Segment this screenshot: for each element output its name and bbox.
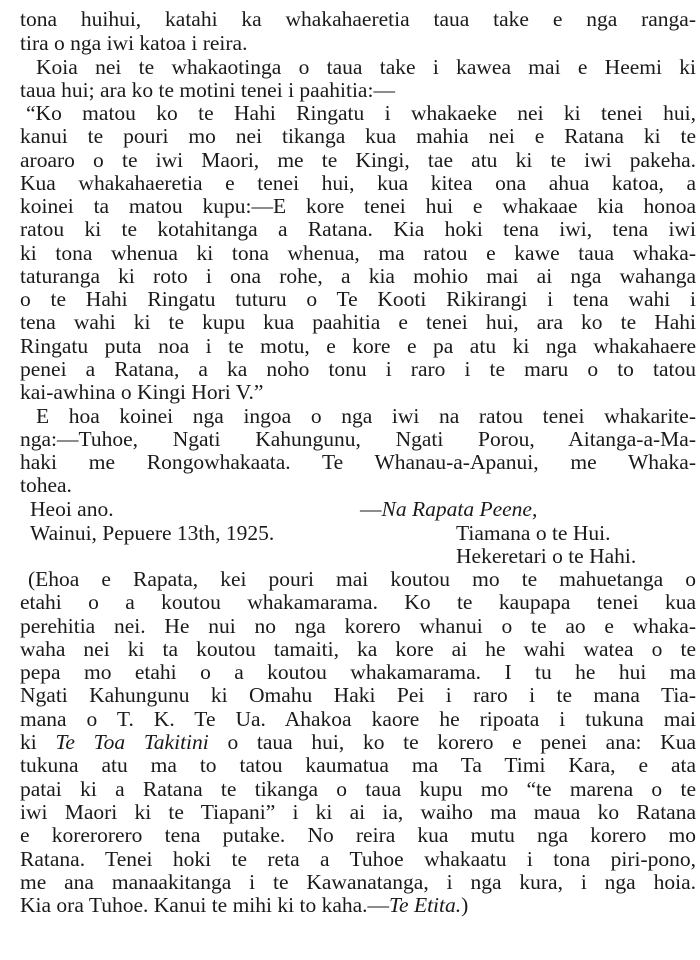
editor-note-line: e korerorero tena putake. No reira kua mutu nga korero mo [20, 823, 696, 847]
editor-note-line: waha nei ki ta koutou tamaiti, ka kore ai he wahi watea o te [20, 637, 696, 661]
text-line: aroaro o te iwi Maori, me te Kingi, tae atu ki te iwi pakeha. [20, 148, 696, 172]
text-line: nga:—Tuhoe, Ngati Kahungunu, Ngati Porou, Aitanga-a-Ma- [20, 427, 696, 451]
text-line: tona huihui, katahi ka whakahaeretia taua take e nga ranga- [20, 7, 696, 31]
text-line: kanui te pouri mo nei tikanga kua mahia nei e Ratana ki te [20, 124, 696, 148]
chairman-title: Tiamana o te Hui. [456, 521, 611, 545]
text-line: haki me Rongowhakaata. Te Whanau-a-Apanui, me Whaka- [20, 450, 696, 474]
text-line: tena wahi ki te kupu kua paahitia e tenei hui, ara ko te Hahi [20, 310, 696, 334]
editor-signature: Te Etita. [389, 893, 462, 917]
closing-text: Heoi ano. [30, 497, 114, 521]
secretary-title: Hekeretari o te Hahi. [456, 544, 637, 568]
text-line: Ringatu puta noa i te motu, e kore e pa atu ki nga whakahaere [20, 334, 696, 358]
text-line: koinei ta matou kupu:—E kore tenei hui e whakaae kia honoa [20, 194, 696, 218]
editor-note-line: tukuna atu ma to tatou kaumatua ma Ta Timi Kara, e ata [20, 753, 696, 777]
text-line: taturanga ki roto i ona rohe, a kia mohio mai ai nga wahanga [20, 264, 696, 288]
text-line: “Ko matou ko te Hahi Ringatu i whakaeke nei ki tenei hui, [26, 101, 696, 125]
editor-note-line: pepa mo etahi o a koutou whakamarama. I tu he hui ma [20, 660, 696, 684]
text-line: E hoa koinei nga ingoa o nga iwi na ratou tenei whakarite- [36, 404, 696, 428]
text-line: tira o nga iwi katoa i reira. [20, 31, 248, 55]
text-line: Koia nei te whakaotinga o taua take i kawea mai e Heemi ki [36, 55, 696, 79]
signatory: —Na Rapata Peene, [360, 497, 538, 521]
editor-note-line: ki Te Toa Takitini o taua hui, ko te korero e penei ana: Kua [20, 730, 696, 754]
place-date: Wainui, Pepuere 13th, 1925. [30, 521, 275, 545]
text-line: taua hui; ara ko te motini tenei i paahitia:— [20, 78, 395, 102]
signature-line [0, 496, 700, 523]
text-line: ratou ki te kotahitanga a Ratana. Kia hoki tena iwi, tena iwi [20, 217, 696, 241]
newspaper-title: Te Toa Takitini [55, 730, 209, 754]
text-line: ki tona whenua ki tona whenua, ma ratou e kawe taua whaka- [20, 241, 696, 265]
text-line: Kua whakahaeretia e tenei hui, kua kitea ona ahua katoa, a [20, 171, 696, 195]
text-line: tohea. [20, 473, 72, 497]
editor-note-line: Ratana. Tenei hoki te reta a Tuhoe whakaatu i tona piri-pono, [20, 847, 696, 871]
text-line: penei a Ratana, a ka noho tonu i raro i te maru o to tatou [20, 357, 696, 381]
editor-note-line: iwi Maori ki te Tiapani” i ki ai ia, waiho ma maua ko Ratana [20, 800, 696, 824]
editor-note-line: mana o T. K. Te Ua. Ahakoa kaore he ripoata i tukuna mai [20, 707, 696, 731]
text-line: o te Hahi Ringatu tuturu o Te Kooti Rikirangi i tena wahi i [20, 287, 696, 311]
editor-note-line: perehitia nei. He nui no nga korero whanui o te ao e whaka- [20, 614, 696, 638]
editor-note-line: patai ki a Ratana te tikanga o taua kupu mo “te marena o te [20, 777, 696, 801]
editor-note-line: Ngati Kahungunu ki Omahu Haki Pei i raro i te mana Tia- [20, 683, 696, 707]
editor-note-line: me ana manaakitanga i te Kawanatanga, i nga kura, i nga hoia. [20, 870, 696, 894]
editor-note-line: etahi o a koutou whakamarama. Ko te kaupapa tenei kua [20, 590, 696, 614]
editor-note-line: Kia ora Tuhoe. Kanui te mihi ki to kaha.—Te Etita.) [20, 893, 469, 917]
text-line: kai-awhina o Kingi Hori V.” [20, 380, 264, 404]
editor-note-line: (Ehoa e Rapata, kei pouri mai koutou mo te mahuetanga o [28, 567, 696, 591]
